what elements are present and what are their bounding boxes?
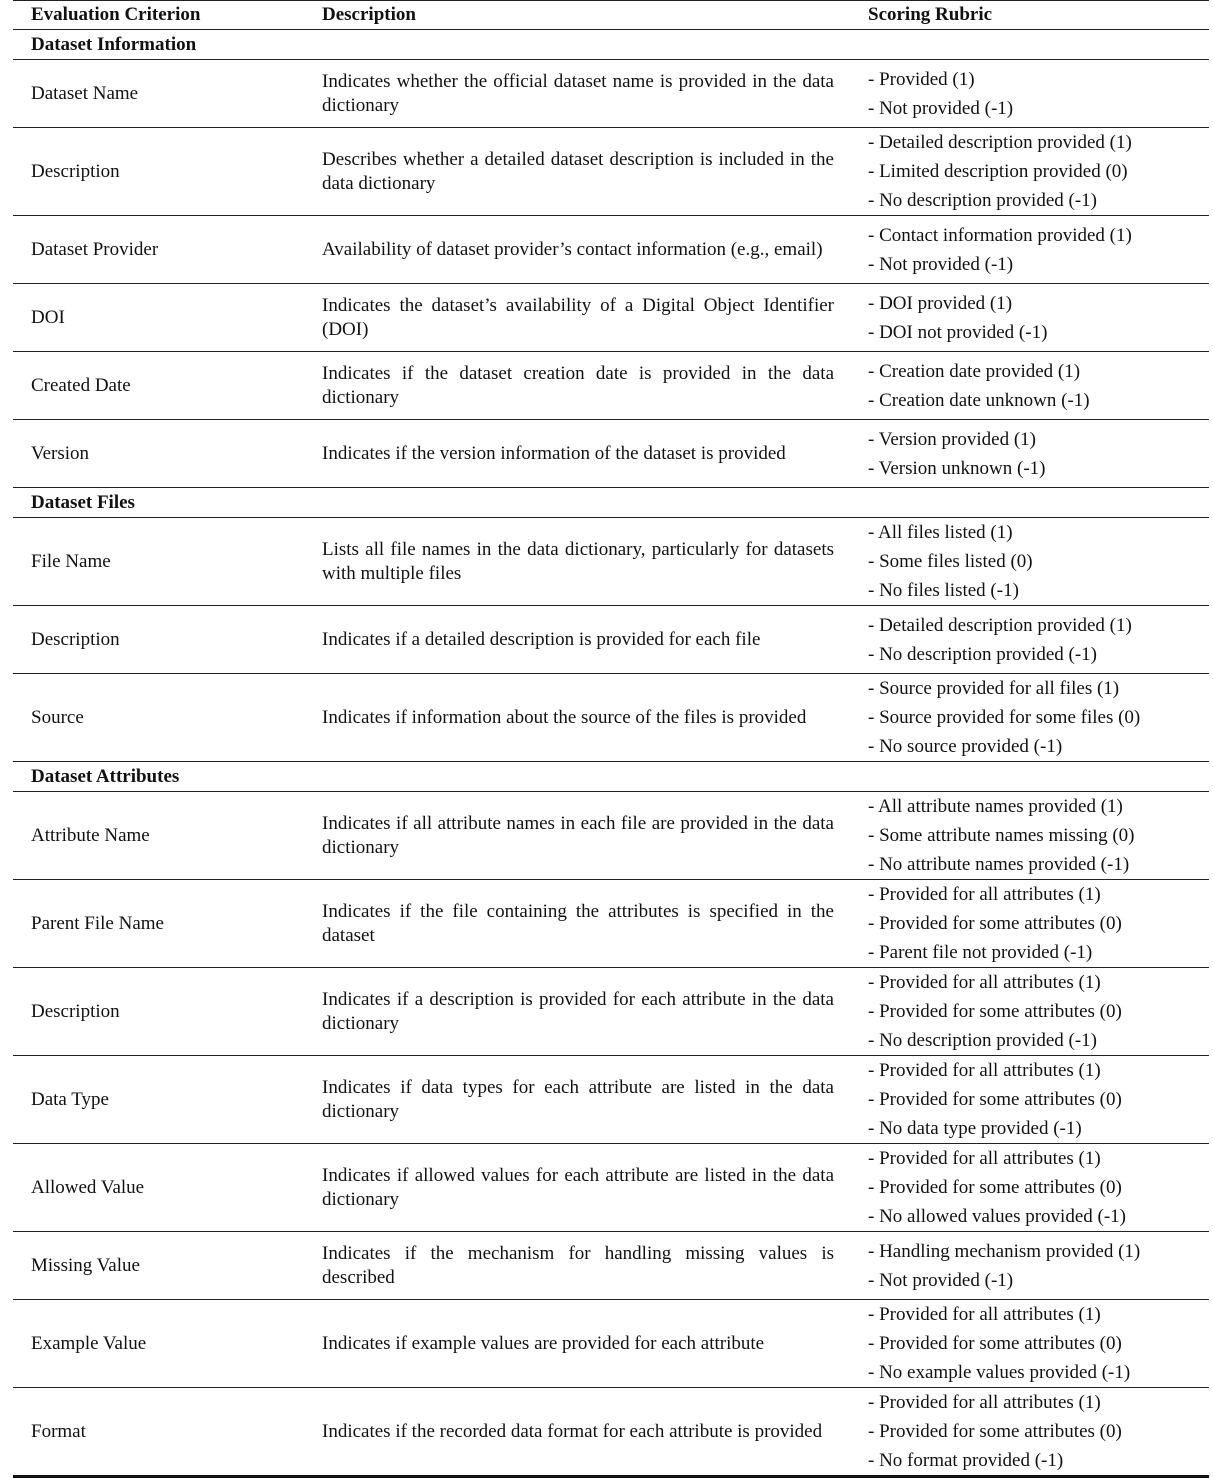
description-cell: Indicates if information about the source of the files is provided: [303, 674, 842, 762]
rubric-item: - No description provided (-1): [868, 643, 1097, 665]
rubric-item: - No files listed (-1): [868, 580, 1019, 601]
rubric-item: - DOI not provided (-1): [868, 321, 1048, 343]
rubric-item: - No example values provided (-1): [868, 1362, 1131, 1383]
rubric-item: - Provided for some attributes (0): [868, 1421, 1122, 1442]
rubric-table: [13, 0, 1209, 1478]
section-row: [13, 762, 1209, 792]
description-cell: Indicates if the version information of the dataset is provided: [303, 420, 842, 488]
criterion-cell: Version: [13, 420, 303, 488]
rubric-cell: [842, 216, 1209, 284]
table-row: [13, 880, 1209, 968]
description-cell: Describes whether a detailed dataset description is included in the data dictionary: [303, 128, 842, 216]
table-row: [13, 420, 1209, 488]
rubric-item: - Detailed description provided (1): [868, 132, 1132, 153]
rubric-cell: [842, 60, 1209, 128]
table-row: [13, 606, 1209, 674]
table-row: [13, 216, 1209, 284]
description-cell: Indicates if a detailed description is provided for each file: [303, 606, 842, 674]
table-row: [13, 352, 1209, 420]
description-cell: Lists all file names in the data dictionary, particularly for datasets with multiple files: [303, 518, 842, 606]
rubric-item: - Provided for some attributes (0): [868, 1333, 1122, 1354]
table-header: [13, 1, 1209, 30]
rubric-cell: [842, 284, 1209, 352]
criterion-cell: Data Type: [13, 1056, 303, 1144]
criterion-cell: File Name: [13, 518, 303, 606]
rubric-item: - All files listed (1): [868, 522, 1013, 543]
criterion-cell: Dataset Provider: [13, 216, 303, 284]
description-cell: Indicates if the mechanism for handling missing values is described: [303, 1232, 842, 1300]
rubric-item: - Limited description provided (0): [868, 161, 1128, 182]
rubric-item: - Some attribute names missing (0): [868, 825, 1135, 846]
table-row: [13, 1232, 1209, 1300]
section-row: [13, 30, 1209, 60]
criterion-cell: DOI: [13, 284, 303, 352]
rubric-item: - Provided for all attributes (1): [868, 972, 1101, 993]
rubric-item: - No description provided (-1): [868, 190, 1097, 211]
criterion-cell: Description: [13, 968, 303, 1056]
rubric-cell: [842, 880, 1209, 968]
rubric-item: - Not provided (-1): [868, 253, 1014, 275]
table-row: [13, 1388, 1209, 1477]
rubric-cell: [842, 518, 1209, 606]
description-cell: Indicates if the file containing the attributes is specified in the dataset: [303, 880, 842, 968]
rubric-item: - Version provided (1): [868, 428, 1036, 450]
description-cell: Indicates if the dataset creation date is provided in the data dictionary: [303, 352, 842, 420]
rubric-item: - Source provided for all files (1): [868, 678, 1120, 699]
header-description: Description: [303, 1, 842, 30]
rubric-item: - Provided for some attributes (0): [868, 1177, 1122, 1198]
header-rubric: Scoring Rubric: [842, 1, 1209, 30]
rubric-cell: [842, 1388, 1209, 1477]
section-title: Dataset Files: [13, 488, 1209, 518]
rubric-cell: [842, 128, 1209, 216]
rubric-item: - Creation date provided (1): [868, 360, 1081, 382]
rubric-cell: [842, 606, 1209, 674]
criterion-cell: Dataset Name: [13, 60, 303, 128]
rubric-item: - Parent file not provided (-1): [868, 942, 1093, 963]
rubric-item: - No allowed values provided (-1): [868, 1206, 1127, 1227]
rubric-cell: [842, 968, 1209, 1056]
rubric-item: - Provided for all attributes (1): [868, 884, 1101, 905]
table-row: [13, 128, 1209, 216]
rubric-cell: [842, 420, 1209, 488]
criterion-cell: Source: [13, 674, 303, 762]
rubric-cell: [842, 1300, 1209, 1388]
criterion-cell: Description: [13, 128, 303, 216]
rubric-cell: [842, 352, 1209, 420]
criterion-cell: Missing Value: [13, 1232, 303, 1300]
rubric-item: - Version unknown (-1): [868, 457, 1046, 479]
header-row: [13, 1, 1209, 30]
rubric-item: - Creation date unknown (-1): [868, 389, 1090, 411]
description-cell: Indicates if all attribute names in each file are provided in the data dictionary: [303, 792, 842, 880]
criterion-cell: Attribute Name: [13, 792, 303, 880]
criterion-cell: Parent File Name: [13, 880, 303, 968]
rubric-item: - Provided (1): [868, 68, 975, 90]
rubric-item: - Provided for all attributes (1): [868, 1060, 1101, 1081]
section-title: Dataset Attributes: [13, 762, 1209, 792]
table-row: [13, 284, 1209, 352]
criterion-cell: Created Date: [13, 352, 303, 420]
rubric-item: - No data type provided (-1): [868, 1118, 1082, 1139]
description-cell: Availability of dataset provider’s contact information (e.g., email): [303, 216, 842, 284]
rubric-item: - Not provided (-1): [868, 1269, 1014, 1291]
description-cell: Indicates if the recorded data format for each attribute is provided: [303, 1388, 842, 1477]
rubric-item: - All attribute names provided (1): [868, 796, 1123, 817]
criterion-cell: Format: [13, 1388, 303, 1477]
table-row: [13, 518, 1209, 606]
rubric-item: - Provided for all attributes (1): [868, 1392, 1101, 1413]
rubric-item: - Some files listed (0): [868, 551, 1033, 572]
criterion-cell: Example Value: [13, 1300, 303, 1388]
table-row: [13, 60, 1209, 128]
table-row: [13, 674, 1209, 762]
table-row: [13, 1144, 1209, 1232]
rubric-item: - No attribute names provided (-1): [868, 854, 1130, 875]
rubric-item: - DOI provided (1): [868, 292, 1013, 314]
table-row: [13, 1300, 1209, 1388]
table-row: [13, 968, 1209, 1056]
rubric-item: - Contact information provided (1): [868, 224, 1132, 246]
table-row: [13, 1056, 1209, 1144]
section-title: Dataset Information: [13, 30, 1209, 60]
description-cell: Indicates if example values are provided for each attribute: [303, 1300, 842, 1388]
table-row: [13, 792, 1209, 880]
description-cell: Indicates the dataset’s availability of a Digital Object Identifier (DOI): [303, 284, 842, 352]
rubric-cell: [842, 674, 1209, 762]
rubric-item: - No description provided (-1): [868, 1030, 1097, 1051]
rubric-item: - Provided for some attributes (0): [868, 1089, 1122, 1110]
rubric-cell: [842, 1232, 1209, 1300]
criterion-cell: Allowed Value: [13, 1144, 303, 1232]
description-cell: Indicates if a description is provided for each attribute in the data dictionary: [303, 968, 842, 1056]
criterion-cell: Description: [13, 606, 303, 674]
description-cell: Indicates whether the official dataset name is provided in the data dictionary: [303, 60, 842, 128]
rubric-cell: [842, 792, 1209, 880]
rubric-item: - Provided for some attributes (0): [868, 913, 1122, 934]
rubric-cell: [842, 1056, 1209, 1144]
rubric-item: - Provided for all attributes (1): [868, 1304, 1101, 1325]
rubric-item: - Source provided for some files (0): [868, 707, 1141, 728]
rubric-item: - Handling mechanism provided (1): [868, 1240, 1141, 1262]
rubric-item: - Provided for some attributes (0): [868, 1001, 1122, 1022]
rubric-cell: [842, 1144, 1209, 1232]
section-row: [13, 488, 1209, 518]
rubric-item: - Not provided (-1): [868, 97, 1014, 119]
table-body: [13, 30, 1209, 1477]
rubric-item: - No source provided (-1): [868, 736, 1063, 757]
rubric-item: - Provided for all attributes (1): [868, 1148, 1101, 1169]
description-cell: Indicates if data types for each attribute are listed in the data dictionary: [303, 1056, 842, 1144]
description-cell: Indicates if allowed values for each attribute are listed in the data dictionary: [303, 1144, 842, 1232]
rubric-item: - No format provided (-1): [868, 1450, 1064, 1471]
rubric-item: - Detailed description provided (1): [868, 614, 1132, 636]
header-criterion: Evaluation Criterion: [13, 1, 303, 30]
